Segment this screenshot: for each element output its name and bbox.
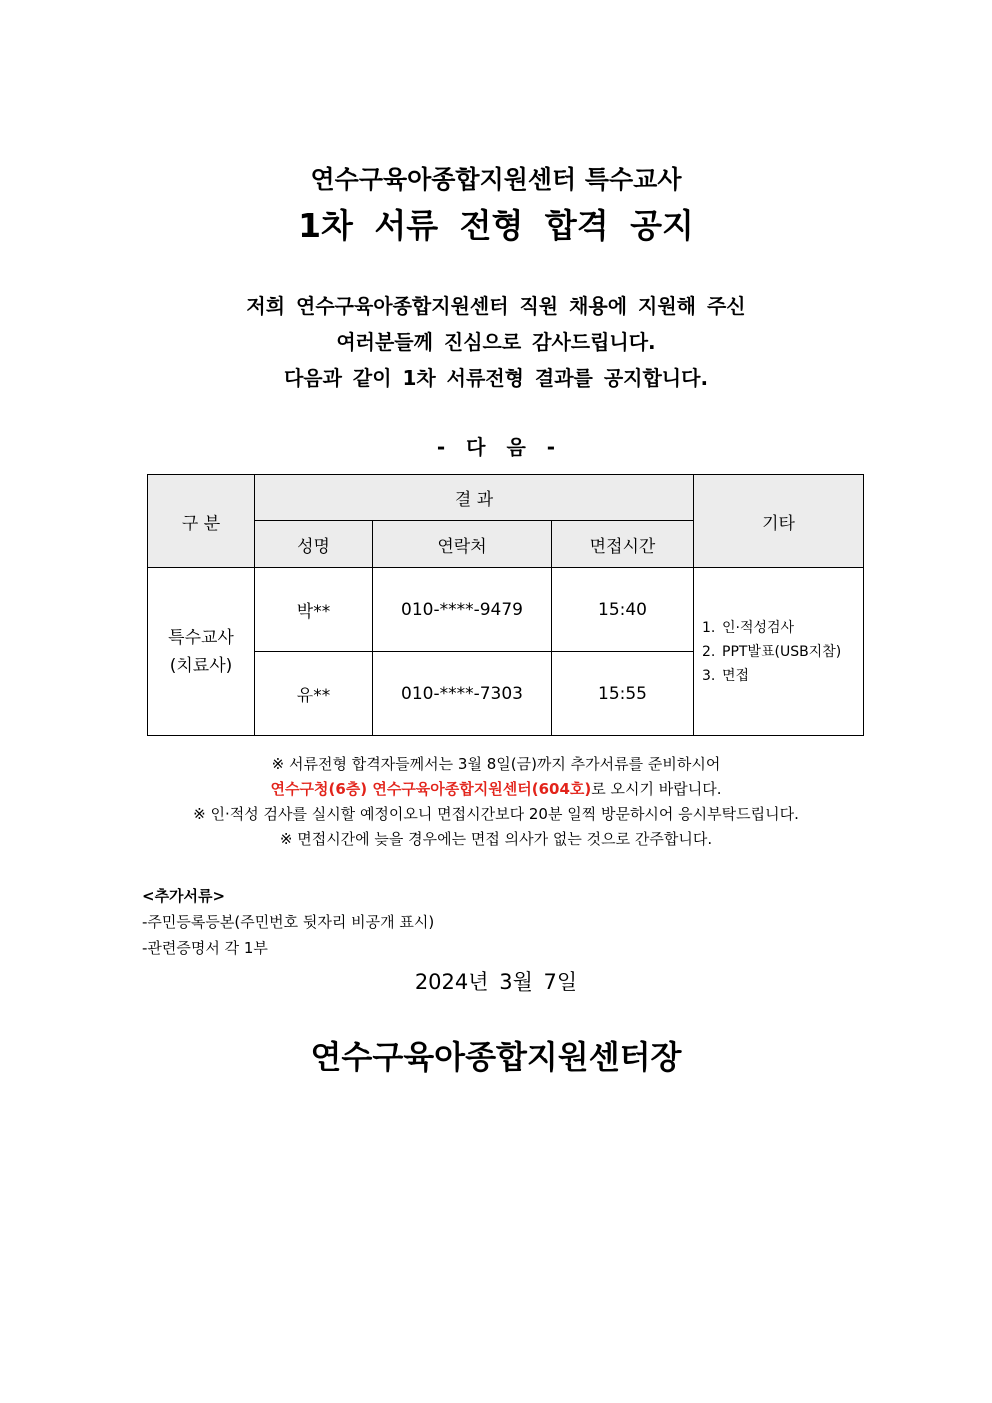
division-cell <box>148 568 255 736</box>
additional-doc-item: -주민등록등본(주민번호 뒷자리 비공개 표시) <box>142 913 435 931</box>
intro-line: 여러분들께 진심으로 감사드립니다. <box>336 330 656 354</box>
name-cell: 박** <box>255 568 373 652</box>
etc-cell <box>694 568 864 736</box>
intro-line: 다음과 같이 1차 서류전형 결과를 공지합니다. <box>283 366 709 390</box>
header-result: 결 과 <box>255 475 694 521</box>
contact-cell: 010-****-7303 <box>373 652 552 736</box>
additional-docs <box>142 883 434 961</box>
time-cell: 15:55 <box>552 652 694 736</box>
header-time: 면접시간 <box>552 521 694 568</box>
note-location: 연수구청(6층) 연수구육아종합지원센터(604호) <box>270 780 592 798</box>
etc-item: 2. PPT발표(USB지참) <box>702 643 842 660</box>
header-etc: 기타 <box>694 475 864 568</box>
contact-cell: 010-****-9479 <box>373 568 552 652</box>
note-line: ※ 인·적성 검사를 실시할 예정이오니 면접시간보다 20분 일찍 방문하시어 응시부탁드립니다. <box>193 805 799 823</box>
additional-doc-item: -관련증명서 각 1부 <box>142 939 268 957</box>
table-row <box>148 568 864 652</box>
document-subtitle: 1차 서류 전형 합격 공지 <box>298 206 694 245</box>
intro-line: 저희 연수구육아종합지원센터 직원 채용에 지원해 주신 <box>246 294 746 318</box>
header-name: 성명 <box>255 521 373 568</box>
next-label: - 다 음 - <box>436 435 556 459</box>
etc-item: 1. 인·적성검사 <box>702 619 795 636</box>
additional-docs-heading: <추가서류> <box>142 887 226 905</box>
document-date: 2024년 3월 7일 <box>414 970 578 994</box>
note-line: ※ 서류전형 합격자들께서는 3월 8일(금)까지 추가서류를 준비하시어 <box>271 755 721 773</box>
note-line: ※ 면접시간에 늦을 경우에는 면접 의사가 없는 것으로 간주합니다. <box>279 830 713 848</box>
intro-text <box>0 288 992 396</box>
etc-item: 3. 면접 <box>702 667 750 684</box>
document-title: 연수구육아종합지원센터 특수교사 <box>310 165 682 194</box>
result-table <box>147 474 864 736</box>
header-division: 구 분 <box>148 475 255 568</box>
note-line: 연수구청(6층) 연수구육아종합지원센터(604호)로 오시기 바랍니다. <box>270 780 722 798</box>
notes <box>0 752 992 852</box>
signature: 연수구육아종합지원센터장 <box>310 1038 682 1076</box>
division-line: 특수교사 <box>168 627 234 648</box>
division-line: (치료사) <box>169 655 233 676</box>
time-cell: 15:40 <box>552 568 694 652</box>
header-contact: 연락처 <box>373 521 552 568</box>
name-cell: 유** <box>255 652 373 736</box>
